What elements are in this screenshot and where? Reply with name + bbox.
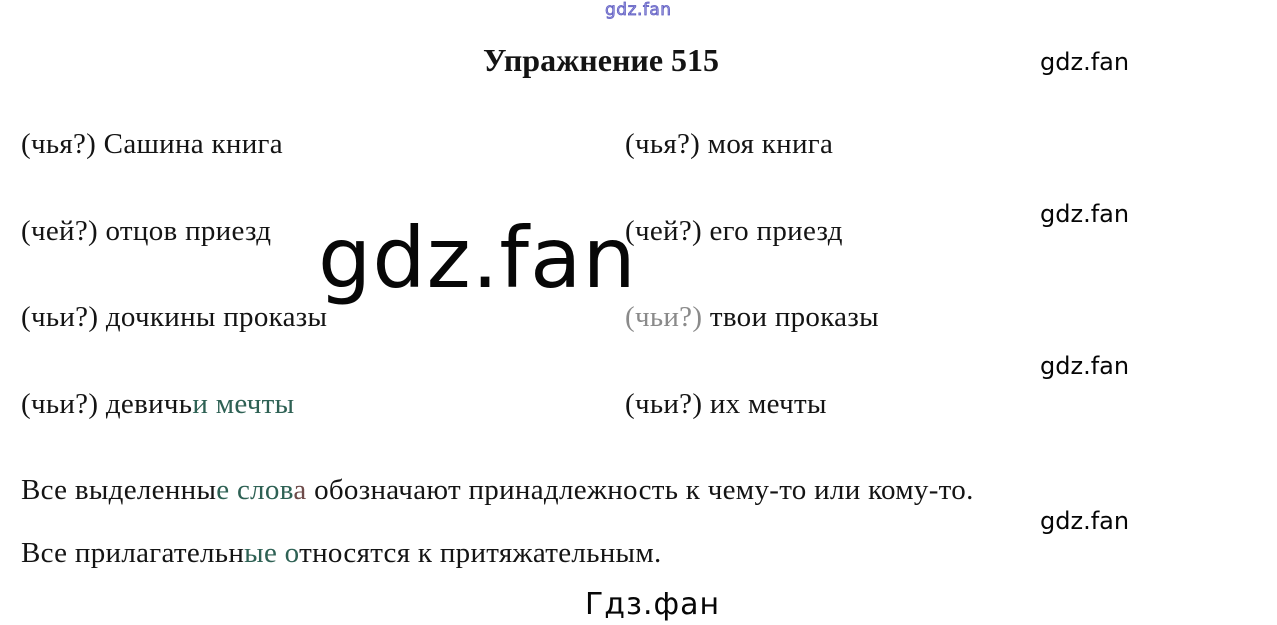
conclusion-line-2 [21, 537, 662, 570]
watermark-right-3: gdz.fan [1040, 507, 1130, 535]
conclusion-line-1-end: обозначают принадлежность к чему-то или кому-то. [306, 474, 974, 506]
exercise-item-right-4: (чьи?) их мечты [625, 388, 827, 420]
watermark-right-2: gdz.fan [1040, 352, 1130, 380]
conclusion-line-2-teal: ые о [244, 537, 300, 569]
exercise-item-left-2: (чей?) отцов приезд [21, 215, 272, 247]
exercise-item-left-3: (чьи?) дочкины проказы [21, 301, 328, 333]
conclusion-line-1 [21, 474, 974, 507]
exercise-item-right-3 [625, 301, 879, 334]
conclusion-line-2-start: Все прилагательн [21, 537, 245, 569]
exercise-item-left-4-highlighted: и мечты [192, 388, 295, 420]
watermark-center-large: gdz.fan [318, 209, 637, 307]
conclusion-line-1-red: а [293, 474, 307, 506]
watermark-top-right: gdz.fan [1040, 48, 1130, 76]
conclusion-line-2-end: тносятся к притяжательным. [299, 537, 662, 569]
conclusion-line-1-teal: е слов [216, 474, 294, 506]
exercise-item-right-3-answer: твои проказы [702, 301, 879, 333]
conclusion-line-1-start: Все выделенны [21, 474, 217, 506]
watermark-bottom-center: Гдз.фан [585, 587, 721, 622]
exercise-item-right-3-question: (чьи?) [625, 301, 703, 333]
watermark-top-center: gdz.fan [605, 0, 672, 20]
exercise-item-left-1: (чья?) Сашина книга [21, 128, 283, 160]
exercise-item-left-4-start: (чьи?) девичь [21, 388, 193, 420]
exercise-item-left-4 [21, 388, 294, 421]
page-title: Упражнение 515 [483, 42, 720, 78]
exercise-item-right-2: (чей?) его приезд [625, 215, 843, 247]
watermark-right-1: gdz.fan [1040, 200, 1130, 228]
exercise-item-right-1: (чья?) моя книга [625, 128, 834, 160]
